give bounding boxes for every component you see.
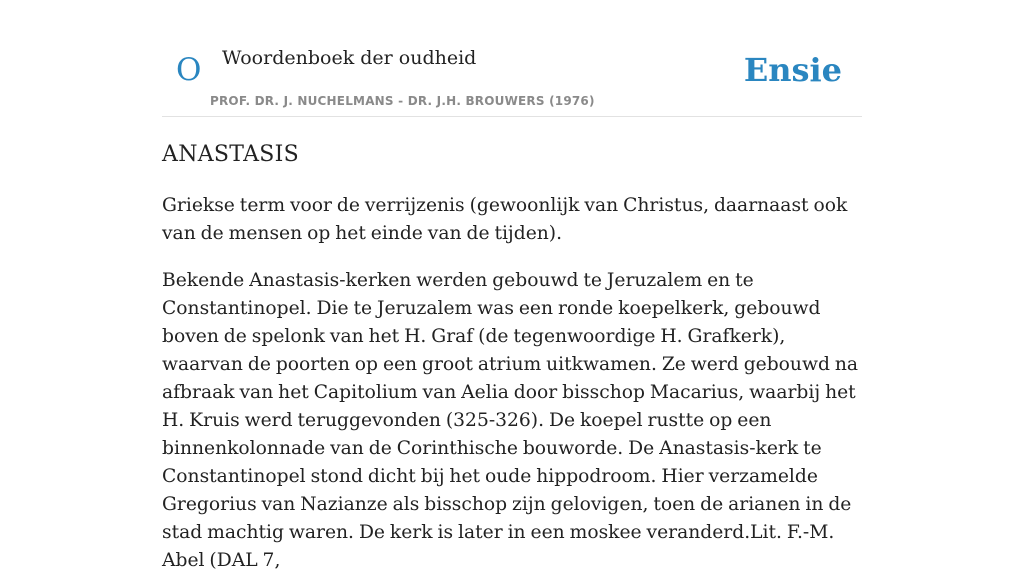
article-container — [162, 0, 862, 571]
ensie-logo-link[interactable]: Ensie — [743, 51, 842, 89]
entry-title: ANASTASIS — [162, 142, 299, 167]
book-title[interactable]: Woordenboek der oudheid — [222, 47, 477, 69]
entry-paragraph: Griekse term voor de verrijzenis (gewoonlijk van Christus, daarnaast ook van de mensen op het einde van de tijden). — [162, 195, 848, 244]
page-header — [162, 0, 862, 117]
index-letter[interactable]: O — [176, 52, 202, 88]
entry-paragraph: Bekende Anastasis-kerken werden gebouwd te Jeruzalem en te Constantinopel. Die te Jeruzalem was een ronde koepelkerk, gebouwd boven de spelonk van het H. Graf (de tegenwoordige H. Grafkerk), waarvan de poorten op een groot atrium uitkwamen. Ze werd gebouwd na afbraak van het Capitolium van Aelia door bisschop Macarius, waarbij het H. Kruis werd teruggevonden (325-326). De koepel rustte op een binnenkolonnade van de Corinthische bouworde. De Anastasis-kerk te Constantinopel stond dicht bij het oude hippodroom. Hier verzamelde Gregorius van Nazianze als bisschop zijn gelovigen, toen de arianen in de stad machtig waren. De kerk is later in een moskee veranderd.Lit. F.-M. Abel (DAL 7, — [162, 270, 859, 571]
book-authors: PROF. DR. J. NUCHELMANS - DR. J.H. BROUWERS (1976) — [210, 94, 595, 108]
